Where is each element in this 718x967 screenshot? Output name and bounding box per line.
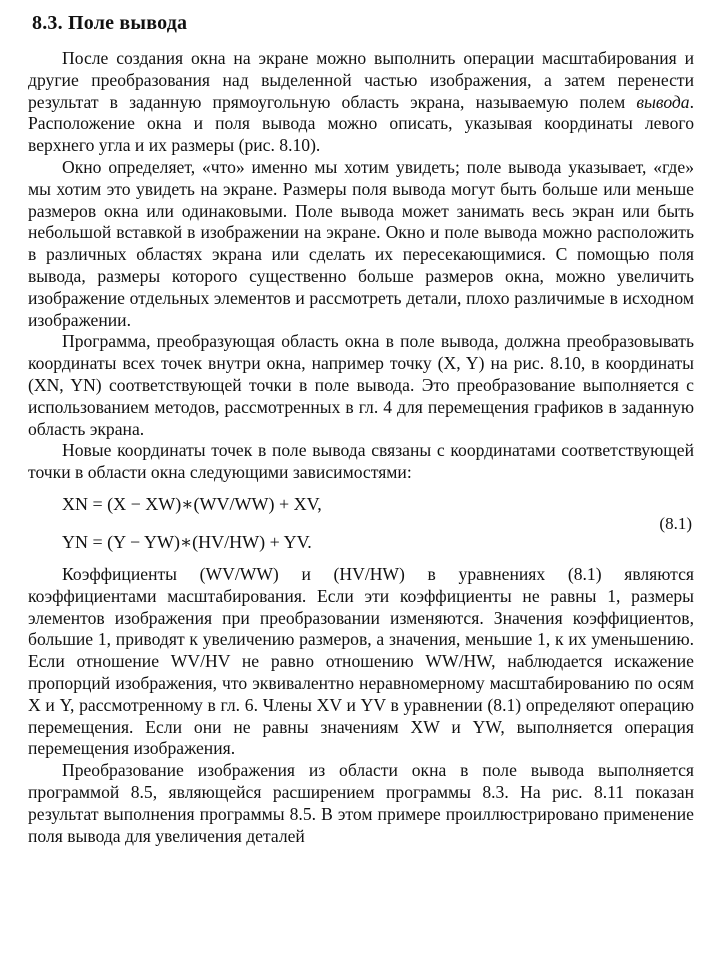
- section-heading: 8.3. Поле вывода: [32, 12, 188, 34]
- page: [28, 10, 694, 847]
- paragraph-1-text-a: После создания окна на экране можно выполнить операции масштабирования и другие преобразования над выделенной частью изображения, а затем перенести результат в заданную прямоугольную область экрана, называемую полем: [28, 48, 694, 112]
- equation-number: (8.1): [659, 513, 692, 533]
- paragraph-1: [28, 48, 694, 157]
- paragraph-1-emphasis: вывода: [636, 91, 690, 112]
- paragraph-3: Программа, преобразующая область окна в поле вывода, должна преобразовывать координаты всех точек внутри окна, например точку (X, Y) на рис. 8.10, в координаты (XN, YN) соответствующей точки в поле вывода. Это преобразование выполняется с использованием методов, рассмотренных в гл. 4 для перемещения графиков в заданную область экрана.: [28, 331, 694, 439]
- paragraph-2: Окно определяет, «что» именно мы хотим увидеть; поле вывода указывает, «где» мы хотим это увидеть на экране. Размеры поля вывода могут быть больше или меньше размеров окна или одинаковыми. Поле вывода может занимать весь экран или быть небольшой вставкой в изображении на экране. Окно и поле вывода можно расположить в различных областях экрана или сделать их пересекающимися. С помощью поля вывода, размеры которого существенно больше размеров окна, можно увеличить изображение отдельных элементов и рассмотреть детали, плохо различимые в исходном изображении.: [28, 156, 694, 330]
- equation-yn: YN = (Y − YW)∗(HV/HW) + YV.: [62, 531, 312, 552]
- equation-block: [28, 490, 694, 556]
- paragraph-4: Новые координаты точек в поле вывода связаны с координатами соответствующей точки в области окна следующими зависимостями:: [28, 440, 694, 483]
- paragraph-1-text-b: . Расположение окна и поля вывода можно описать, указывая координаты левого верхнего угла и их размеры (рис. 8.10).: [28, 91, 694, 156]
- paragraph-6: Преобразование изображения из области окна в поле вывода выполняется программой 8.5, являющейся расширением программы 8.3. На рис. 8.11 показан результат выполнения программы 8.5. В этом примере проиллюстрировано применение поля вывода для увеличения деталей: [28, 760, 694, 846]
- paragraph-5: Коэффициенты (WV/WW) и (HV/HW) в уравнениях (8.1) являются коэффициентами масштабирования. Если эти коэффициенты не равны 1, размеры элементов изображения при преобразовании изменяются. Значения коэффициентов, большие 1, приводят к увеличению размеров, а значения, меньшие 1, к их уменьшению. Если отношение WV/HV не равно отношению WW/HW, наблюдается искажение пропорций изображения, что эквивалентно неравномерному масштабированию по осям X и Y, рассмотренному в гл. 6. Члены XV и YV в уравнении (8.1) определяют операцию перемещения. Если они не равны значениям XW и YW, выполняется операция перемещения изображения.: [28, 563, 694, 759]
- equation-xn: XN = (X − XW)∗(WV/WW) + XV,: [62, 493, 322, 514]
